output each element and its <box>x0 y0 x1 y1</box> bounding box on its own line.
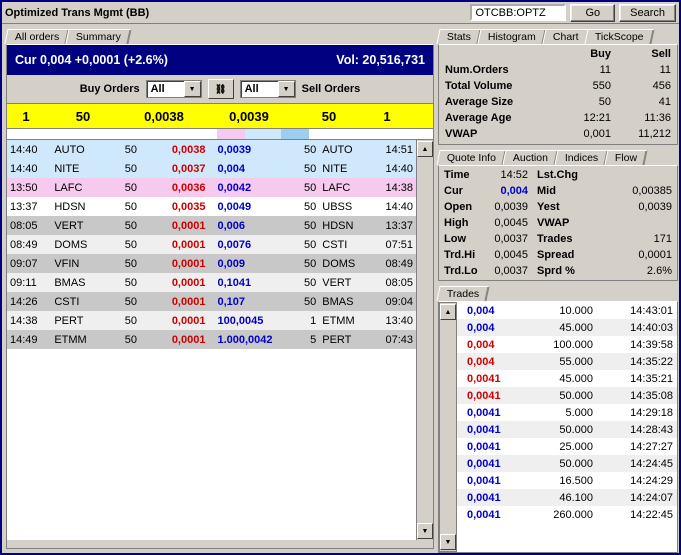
trade-price: 0,0041 <box>467 457 501 470</box>
table-row[interactable] <box>7 311 416 330</box>
bid-time: 14:26 <box>10 295 38 308</box>
quote-row <box>441 263 675 279</box>
book-table-wrapper <box>7 140 416 540</box>
quote-label-2: Trades <box>537 233 573 245</box>
bid-mmid: HDSN <box>54 200 86 213</box>
bid-mmid: ETMM <box>54 333 87 346</box>
trade-price: 0,004 <box>467 338 495 351</box>
trade-time: 14:24:07 <box>630 491 673 504</box>
bid-price: 0,0001 <box>171 314 206 327</box>
trade-row[interactable] <box>457 319 677 336</box>
stats-sell-value: 11 <box>659 64 671 76</box>
chevron-down-icon[interactable]: ▼ <box>184 81 201 97</box>
bid-size: 50 <box>124 333 137 346</box>
bid-time: 13:37 <box>10 200 38 213</box>
trade-row[interactable] <box>457 438 677 455</box>
bid-price: 0,0001 <box>171 276 206 289</box>
book-area <box>7 140 433 540</box>
stats-header-row <box>441 46 675 62</box>
trades-tab-row <box>438 285 678 301</box>
title-bar-controls <box>470 4 676 22</box>
ask-time: 07:51 <box>385 238 413 251</box>
trade-quantity: 46.100 <box>559 491 593 504</box>
trade-time: 14:22:45 <box>630 508 673 521</box>
stats-row <box>441 78 675 94</box>
sell-orders-filter-value: All <box>244 83 259 95</box>
quote-header <box>7 45 433 75</box>
stats-sell-value: 11,212 <box>638 128 671 140</box>
trade-quantity: 5.000 <box>565 406 593 419</box>
bid-time: 08:05 <box>10 219 38 232</box>
order-book-panel <box>6 28 434 552</box>
ask-price: 0,0042 <box>217 181 252 194</box>
quote-row <box>441 215 675 231</box>
ask-mmid: PERT <box>322 333 352 346</box>
ask-time: 14:38 <box>385 181 413 194</box>
tab-indices-label: Indices <box>564 152 599 164</box>
trade-row[interactable] <box>457 404 677 421</box>
bid-mmid: VFIN <box>54 257 80 270</box>
trade-quantity: 10.000 <box>559 304 593 317</box>
stats-label: Total Volume <box>445 80 513 92</box>
best-ask-price: 0,0039 <box>229 108 269 124</box>
trade-quantity: 100.000 <box>553 338 593 351</box>
trade-price: 0,0041 <box>467 474 501 487</box>
bid-mmid: PERT <box>54 314 84 327</box>
quote-value: 0,004 <box>500 185 528 197</box>
quote-label: Low <box>444 233 466 245</box>
scroll-up-icon[interactable]: ▲ <box>417 141 433 157</box>
trade-row[interactable] <box>457 472 677 489</box>
trade-quantity: 50.000 <box>559 389 593 402</box>
ask-size: 50 <box>304 257 317 270</box>
quote-label: High <box>444 217 469 229</box>
go-button[interactable]: Go <box>570 4 615 22</box>
title-bar <box>2 2 679 24</box>
bid-mmid: NITE <box>54 162 80 175</box>
tab-tickscope-label: TickScope <box>595 31 645 43</box>
chevron-down-icon-2[interactable]: ▼ <box>278 81 295 97</box>
quote-info-table <box>441 167 675 279</box>
stats-row <box>441 94 675 110</box>
stats-tab-row <box>438 28 678 44</box>
stats-row <box>441 126 675 142</box>
bid-time: 08:49 <box>10 238 38 251</box>
tab-auction[interactable] <box>502 150 558 165</box>
trade-time: 14:40:03 <box>630 321 673 334</box>
tab-all-orders-label: All orders <box>14 31 60 43</box>
stats-sell-value: 11:36 <box>644 112 671 124</box>
stats-label: Average Age <box>445 112 512 124</box>
bid-size: 50 <box>124 181 137 194</box>
quote-value: 0,0045 <box>494 217 528 229</box>
depth-bid-fill <box>7 129 217 139</box>
tab-auction-label: Auction <box>512 152 548 164</box>
ask-mmid: HDSN <box>322 219 354 232</box>
stats-sell-value: 41 <box>658 96 671 108</box>
stats-row <box>441 110 675 126</box>
bid-time: 14:40 <box>10 162 38 175</box>
trade-time: 14:27:27 <box>630 440 673 453</box>
ask-mmid: UBSS <box>322 200 353 213</box>
buy-orders-filter-value: All <box>150 83 165 95</box>
bid-price: 0,0001 <box>171 257 206 270</box>
trades-table <box>457 302 677 523</box>
quote-label-2: VWAP <box>537 217 570 229</box>
trade-time: 14:24:45 <box>630 457 673 470</box>
quote-label: Trd.Lo <box>444 265 478 277</box>
quote-label: Open <box>444 201 473 213</box>
current-price-change: Cur 0,004 +0,0001 (+2.6%) <box>15 53 168 67</box>
quote-label: Cur <box>444 185 463 197</box>
depth-segment-blue-2 <box>281 129 309 139</box>
bid-mmid: BMAS <box>54 276 86 289</box>
stats-table <box>441 46 675 142</box>
trade-quantity: 50.000 <box>559 457 593 470</box>
trade-time: 14:35:22 <box>630 355 673 368</box>
trade-price: 0,0041 <box>467 372 501 385</box>
trade-quantity: 45.000 <box>559 372 593 385</box>
tab-summary-label: Summary <box>76 31 122 43</box>
quote-row <box>441 167 675 183</box>
trade-time: 14:29:18 <box>630 406 673 419</box>
quote-value-2 <box>584 215 675 231</box>
tab-quote-info-label: Quote Info <box>446 152 496 164</box>
stats-buy-value: 0,001 <box>583 128 611 140</box>
stats-body <box>438 44 678 145</box>
tab-summary[interactable] <box>66 29 132 44</box>
trade-price: 0,004 <box>467 355 495 368</box>
trade-time: 14:24:29 <box>630 474 673 487</box>
bid-price: 0,0001 <box>171 238 206 251</box>
ask-mmid: DOMS <box>322 257 356 270</box>
ask-time: 14:40 <box>385 200 413 213</box>
ask-size: 50 <box>304 181 317 194</box>
trade-row[interactable] <box>457 370 677 387</box>
orders-filter-bar <box>7 75 433 103</box>
bid-size: 50 <box>124 314 137 327</box>
bid-price: 0,0035 <box>171 200 206 213</box>
ask-mmid: BMAS <box>322 295 354 308</box>
tab-trades[interactable] <box>436 286 489 301</box>
book-scrollbar[interactable] <box>416 140 433 540</box>
bid-time: 09:11 <box>10 276 37 289</box>
table-row[interactable] <box>7 292 416 311</box>
ask-price: 0,0076 <box>217 238 252 251</box>
quote-value-2: 0,0001 <box>638 249 672 261</box>
tab-all-orders[interactable] <box>4 29 70 44</box>
bid-size: 50 <box>124 295 137 308</box>
trade-price: 0,004 <box>467 304 495 317</box>
ask-time: 08:49 <box>385 257 413 270</box>
bid-mmid: AUTO <box>54 143 85 156</box>
table-row[interactable] <box>7 178 416 197</box>
sell-orders-filter-select[interactable] <box>240 80 296 98</box>
quote-tab-row <box>438 149 678 165</box>
trade-price: 0,0041 <box>467 423 501 436</box>
best-bid-size: 50 <box>75 108 91 124</box>
trades-scroll-down-icon[interactable]: ▼ <box>440 534 456 550</box>
ask-time: 08:05 <box>385 276 413 289</box>
stats-row <box>441 62 675 78</box>
window-title: Optimized Trans Mgmt (BB) <box>5 6 150 19</box>
depth-segment-pink <box>217 129 245 139</box>
quote-value-2: 171 <box>653 233 672 245</box>
stats-buy-value: 50 <box>598 96 611 108</box>
ask-mmid: LAFC <box>322 181 351 194</box>
bid-price: 0,0037 <box>171 162 206 175</box>
order-book-table <box>7 140 416 349</box>
tab-stats-label: Stats <box>446 31 471 43</box>
trade-row[interactable] <box>457 421 677 438</box>
quote-value: 0,0045 <box>494 249 528 261</box>
trades-table-wrapper <box>457 302 677 552</box>
best-bid-count: 1 <box>22 108 30 124</box>
ask-time: 07:43 <box>385 333 413 346</box>
ask-size: 50 <box>304 238 317 251</box>
ask-price: 0,006 <box>217 219 245 232</box>
quote-label-2: Spread <box>537 249 575 261</box>
quote-value: 0,0037 <box>494 265 528 277</box>
trades-scrollbar[interactable] <box>439 302 457 552</box>
trade-row[interactable] <box>457 336 677 353</box>
trade-price: 0,0041 <box>467 389 501 402</box>
quote-info-body <box>438 165 678 281</box>
bid-size: 50 <box>124 257 137 270</box>
bid-size: 50 <box>124 219 137 232</box>
bid-time: 13:50 <box>10 181 38 194</box>
bid-mmid: CSTI <box>54 295 80 308</box>
link-icon[interactable]: ⛓ <box>208 79 234 99</box>
tab-tickscope[interactable] <box>585 29 655 44</box>
best-bid-price: 0,0038 <box>144 108 184 124</box>
ask-size: 50 <box>304 162 317 175</box>
stats-label: Average Size <box>445 96 514 108</box>
trade-quantity: 16.500 <box>559 474 593 487</box>
quote-label-2: Mid <box>537 185 556 197</box>
trades-body <box>438 301 678 553</box>
ask-price: 0,107 <box>217 295 245 308</box>
left-tab-row <box>6 28 434 44</box>
trade-quantity: 45.000 <box>559 321 593 334</box>
trade-quantity: 55.000 <box>559 355 593 368</box>
table-row[interactable] <box>7 197 416 216</box>
trade-row[interactable] <box>457 506 677 523</box>
volume-label: Vol: 20,516,731 <box>336 53 425 67</box>
trade-price: 0,0041 <box>467 440 501 453</box>
best-ask-size: 50 <box>321 108 337 124</box>
trade-quantity: 50.000 <box>559 423 593 436</box>
ask-time: 13:40 <box>385 314 413 327</box>
bid-price: 0,0001 <box>171 295 206 308</box>
order-book-body <box>6 44 434 549</box>
quote-row <box>441 247 675 263</box>
bid-mmid: VERT <box>54 219 84 232</box>
search-button[interactable]: Search <box>619 4 676 22</box>
stats-label: Num.Orders <box>445 64 509 76</box>
ask-time: 09:04 <box>385 295 413 308</box>
ask-price: 0,004 <box>217 162 245 175</box>
trades-scroll-up-icon[interactable]: ▲ <box>440 304 456 320</box>
quote-row <box>441 199 675 215</box>
tab-quote-info[interactable] <box>436 150 506 165</box>
bid-time: 09:07 <box>10 257 38 270</box>
ask-mmid: ETMM <box>322 314 355 327</box>
sell-orders-label: Sell Orders <box>301 83 361 95</box>
quote-value-2: 0,0039 <box>638 201 672 213</box>
ask-size: 50 <box>304 295 317 308</box>
bid-size: 50 <box>124 200 137 213</box>
trade-row[interactable] <box>457 353 677 370</box>
trade-row[interactable] <box>457 489 677 506</box>
trade-price: 0,004 <box>467 321 495 334</box>
quote-row <box>441 183 675 199</box>
trade-price: 0,0041 <box>467 508 501 521</box>
trade-row[interactable] <box>457 387 677 404</box>
bid-mmid: LAFC <box>54 181 83 194</box>
ask-size: 5 <box>310 333 317 346</box>
tab-chart[interactable] <box>542 29 589 44</box>
quote-value-2: 2.6% <box>646 265 672 277</box>
tab-stats[interactable] <box>436 29 481 44</box>
quote-label: Time <box>444 169 470 181</box>
depth-ask-fill <box>309 129 433 139</box>
stats-sell-value: 456 <box>652 80 671 92</box>
tab-flow-label: Flow <box>615 152 638 164</box>
tab-flow[interactable] <box>605 150 648 165</box>
best-ask-count: 1 <box>383 108 391 124</box>
ask-price: 0,1041 <box>217 276 252 289</box>
tab-histogram[interactable] <box>477 29 546 44</box>
quote-label-2: Lst.Chg <box>537 169 578 181</box>
ask-size: 50 <box>304 200 317 213</box>
ask-price: 0,0049 <box>217 200 252 213</box>
ask-mmid: AUTO <box>322 143 353 156</box>
stats-buy-value: 11 <box>599 64 611 76</box>
ask-price: 1.000,0042 <box>217 333 273 346</box>
trade-time: 14:43:01 <box>630 304 673 317</box>
table-row[interactable] <box>7 159 416 178</box>
tab-histogram-label: Histogram <box>487 31 536 43</box>
quote-value-2: 0,00385 <box>632 185 672 197</box>
table-row[interactable] <box>7 140 416 159</box>
bid-price: 0,0038 <box>171 143 206 156</box>
table-row[interactable] <box>7 235 416 254</box>
table-row[interactable] <box>7 330 416 349</box>
tab-indices[interactable] <box>554 150 608 165</box>
quote-value-2 <box>584 167 675 183</box>
trade-row[interactable] <box>457 455 677 472</box>
buy-orders-label: Buy Orders <box>79 83 140 95</box>
ask-price: 0,0039 <box>217 143 252 156</box>
bid-size: 50 <box>124 238 137 251</box>
bid-price: 0,0036 <box>171 181 206 194</box>
ask-price: 0,009 <box>217 257 245 270</box>
ask-time: 13:37 <box>385 219 413 232</box>
quote-label-2: Sprd % <box>537 265 575 277</box>
stats-buy-value: 550 <box>592 80 611 92</box>
ask-mmid: NITE <box>322 162 348 175</box>
trade-quantity: 260.000 <box>553 508 593 521</box>
stats-col-sell: Sell <box>651 48 671 60</box>
info-panel <box>438 28 678 552</box>
quote-value: 0,0039 <box>494 201 528 213</box>
symbol-input[interactable]: OTCBB:OPTZ <box>470 4 566 21</box>
bid-mmid: DOMS <box>54 238 88 251</box>
bid-size: 50 <box>124 276 137 289</box>
best-quote-row <box>7 103 433 129</box>
quote-value: 0,0037 <box>494 233 528 245</box>
stats-label: VWAP <box>445 128 478 140</box>
trade-time: 14:35:21 <box>630 372 673 385</box>
tab-trades-label: Trades <box>446 288 480 300</box>
depth-color-bar <box>7 129 433 140</box>
ask-time: 14:51 <box>385 143 413 156</box>
ask-price: 100,0045 <box>217 314 264 327</box>
trade-price: 0,0041 <box>467 406 501 419</box>
ask-size: 50 <box>304 143 317 156</box>
ask-size: 50 <box>304 219 317 232</box>
ask-size: 50 <box>304 276 317 289</box>
bid-time: 14:40 <box>10 143 38 156</box>
table-row[interactable] <box>7 216 416 235</box>
trade-quantity: 25.000 <box>559 440 593 453</box>
bid-time: 14:38 <box>10 314 38 327</box>
tab-chart-label: Chart <box>552 31 579 43</box>
quote-label-2: Yest <box>537 201 560 213</box>
bid-size: 50 <box>124 162 137 175</box>
ask-mmid: CSTI <box>322 238 348 251</box>
quote-row <box>441 231 675 247</box>
ask-mmid: VERT <box>322 276 352 289</box>
scroll-down-icon[interactable]: ▼ <box>417 523 433 539</box>
bid-size: 50 <box>124 143 137 156</box>
trade-price: 0,0041 <box>467 491 501 504</box>
bid-time: 14:49 <box>10 333 38 346</box>
ask-size: 1 <box>310 314 317 327</box>
trade-time: 14:35:08 <box>630 389 673 402</box>
stats-buy-value: 12:21 <box>583 112 611 124</box>
stats-col-buy: Buy <box>590 48 611 60</box>
bid-price: 0,0001 <box>171 333 206 346</box>
depth-segment-blue-1 <box>245 129 281 139</box>
table-row[interactable] <box>7 273 416 292</box>
trade-time: 14:28:43 <box>630 423 673 436</box>
quote-label: Trd.Hi <box>444 249 476 261</box>
trade-time: 14:39:58 <box>630 338 673 351</box>
quote-value: 14:52 <box>500 169 528 181</box>
bid-price: 0,0001 <box>171 219 206 232</box>
trade-row[interactable] <box>457 302 677 319</box>
buy-orders-filter-select[interactable] <box>146 80 202 98</box>
table-row[interactable] <box>7 254 416 273</box>
ask-time: 14:40 <box>385 162 413 175</box>
